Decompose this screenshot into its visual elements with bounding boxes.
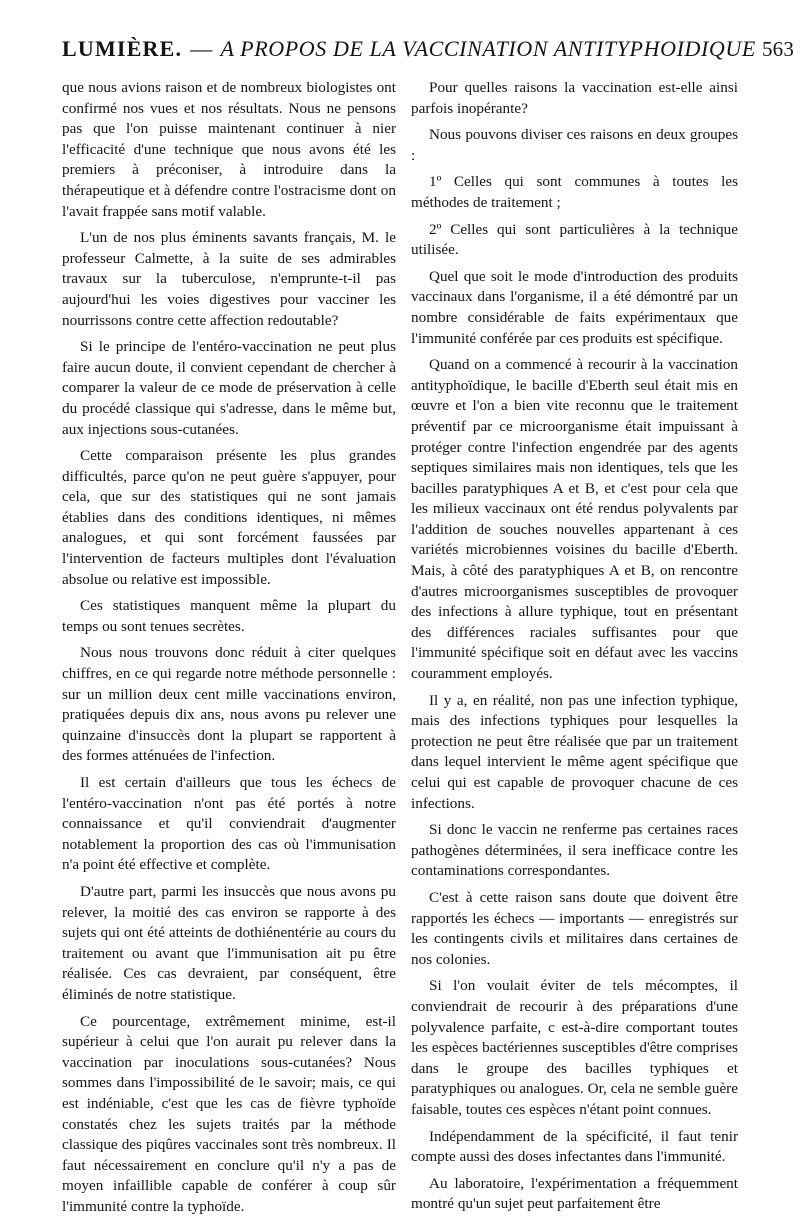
left-column — [62, 78, 396, 1223]
paragraph: Au laboratoire, l'expérimentation a fréquemment montré qu'un sujet peut parfaitement être — [411, 1174, 738, 1213]
header-dash: — — [190, 36, 213, 61]
paragraph: Indépendamment de la spécificité, il faut tenir compte aussi des doses infectantes dans l'immunité. — [411, 1127, 738, 1166]
paragraph: Si le principe de l'entéro-vaccination ne peut plus faire aucun doute, il convient cependant de chercher à comparer la valeur de ce mode de préservation à celle du procédé classique qui s'adresse, dans le même but, aux injections sous-cutanées. — [62, 338, 396, 438]
paragraph: que nous avions raison et de nombreux biologistes ont confirmé nos vues et nos résultats. Nous ne pensons pas que l'on puisse maintenant continuer à nier l'efficacité d'une technique que nous avons été les premiers à préconiser, à introduire dans la thérapeutique et à défendre contre l'ostracisme dont on l'avait frappée sans motif valable. — [62, 79, 396, 220]
header-author: LUMIÈRE. — [62, 36, 183, 61]
paragraph: C'est à cette raison sans doute que doivent être rapportés les échecs — importants — enregistrés sur les contingents civils et militaires dans certaines de nos colonies. — [411, 888, 738, 968]
paragraph: 1º Celles qui sont communes à toutes les méthodes de traitement ; — [411, 173, 738, 211]
paragraph: Il y a, en réalité, non pas une infection typhique, mais des infections typhiques pour lesquelles la protection ne peut être réalisée que par un traitement dans lequel intervient le même agent spécifique que celui qui est capable de provoquer chacune de ces infections. — [411, 691, 738, 812]
right-column — [411, 78, 738, 1221]
paragraph: Quel que soit le mode d'introduction des produits vaccinaux dans l'organisme, il a été démontré par un nombre considérable de faits expérimentaux que l'immunité conférée par ces produits est spécifique. — [411, 267, 738, 347]
paragraph: Il est certain d'ailleurs que tous les échecs de l'entéro-vaccination n'ont pas été portés à notre connaissance et qu'il conviendrait d'augmenter notablement la proportion des cas où l'immunisation n'a point été effective et complète. — [62, 774, 396, 874]
paragraph: Nous pouvons diviser ces raisons en deux groupes : — [411, 126, 738, 164]
paragraph: Nous nous trouvons donc réduit à citer quelques chiffres, en ce qui regarde notre méthode personnelle : sur un million deux cent mille vaccinations environ, pratiquées depuis dix ans, nous avons pu relever une quinzaine d'insuccès dont la plupart se rapportent à des formes atténuées de l'infection. — [62, 644, 396, 765]
paragraph: L'un de nos plus éminents savants français, M. le professeur Calmette, à la suite de ses admirables travaux sur la tuberculose, n'emprunte-t-il pas aujourd'hui les voies digestives pour vacciner les nourrissons contre cette affection redoutable? — [62, 229, 396, 329]
paragraph: Cette comparaison présente les plus grandes difficultés, parce qu'on ne peut guère s'appuyer, pour cela, que sur des statistiques qui ne sont jamais établies dans des conditions identiques, ni mêmes analogues, et qui sont forcément faussées par l'intervention de facteurs multiples dont l'évaluation absolue ou relative est impossible. — [62, 447, 396, 588]
paragraph: Si donc le vaccin ne renferme pas certaines races pathogènes déterminées, il sera inefficace contre les contaminations correspondantes. — [411, 821, 738, 880]
header-title: A PROPOS DE LA VACCINATION ANTITYPHOIDIQUE — [220, 36, 756, 61]
paragraph: D'autre part, parmi les insuccès que nous avons pu relever, la moitié des cas environ se rapporte à des sujets qui ont été atteints de dothiénentérie au cours du traitement ou avant que l'immunisation ait pu être réalisée. Ces cas devraient, par conséquent, être éliminés de notre statistique. — [62, 882, 396, 1003]
paragraph: Quand on a commencé à recourir à la vaccination antityphoïdique, le bacille d'Eberth seul était mis en œuvre et l'on a bien vite reconnu que le traitement préventif par ce microorganisme était impuissant à protéger contre l'infection engendrée par des agents septiques similaires mais non identiques, tels que les bacilles paratyphiques A et B, et c'est pour cela que les milieux vaccinaux ont été rendus polyvalents par l'addition de souches nouvelles appartenant à ces variétés microbiennes voisines du bacille d'Eberth. Mais, à côté des paratyphiques A et B, on rencontre d'autres microorganismes susceptibles de provoquer des infections à allure typhique, tout en présentant des différences raciales suffisantes pour que l'immunité spécifique soit en défaut avec les vaccins couramment employés. — [411, 356, 738, 683]
paragraph: 2º Celles qui sont particulières à la technique utilisée. — [411, 220, 738, 259]
paragraph: Ce pourcentage, extrêmement minime, est-il supérieur à celui que l'on aurait pu relever dans la vaccination par inoculations sous-cutanées? Nous sommes dans l'impossibilité de le savoir; mais, ce qui est indéniable, c'est que les cas de fièvre typhoïde constatés chez les sujets traités par la méthode classique des piqûres vaccinales sont très nombreux. Il faut nécessairement en conclure qu'il n'y a pas de moyen infaillible capable de conférer à coup sûr l'immunité contre la typhoïde. — [62, 1012, 396, 1215]
paragraph: Ces statistiques manquent même la plupart du temps ou sont tenues secrètes. — [62, 597, 396, 635]
running-header — [62, 36, 795, 74]
paragraph: Si l'on voulait éviter de tels mécomptes, il conviendrait de recourir à des préparations d'une polyvalence parfaite, c est-à-dire comportant toutes les espèces bactériennes susceptibles d'être comprises dans le groupe des bacilles typhiques et paratyphiques ou analogues. Or, cela ne semble guère faisable, toutes ces espèces n'étant point connues. — [411, 977, 738, 1118]
page-number: 563 — [761, 37, 795, 61]
paragraph: Pour quelles raisons la vaccination est-elle ainsi parfois inopérante? — [411, 79, 738, 117]
